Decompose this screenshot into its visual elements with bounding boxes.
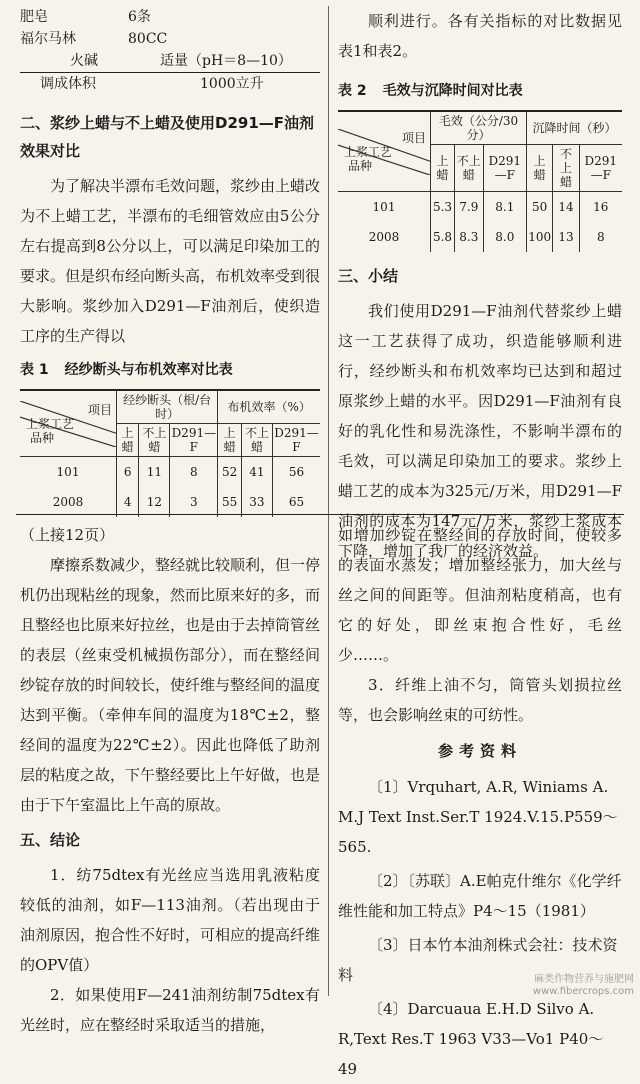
reference-item: 〔4〕Darcuaua E.H.D Silvo A. R,Text Res.T 1963 V33—Vo1 P40～49 <box>338 1000 604 1078</box>
reference-item: 〔1〕Vrquhart, A.R, Winiams A. M.J Text Inst.Ser.T 1924.V.15.P559～565. <box>338 778 618 856</box>
table2-cell: 100 <box>526 222 552 252</box>
table1-sub-header: 不上蜡 <box>241 424 272 457</box>
table1-corner-mid: 上浆工艺 <box>26 416 75 431</box>
table1-corner-top: 项目 <box>87 402 112 417</box>
table1-label: 表 1 <box>20 362 49 378</box>
table2-cell: 5.8 <box>431 222 455 252</box>
table2-cell: 13 <box>553 222 579 252</box>
table2-sub-header: 不上蜡 <box>454 145 483 192</box>
table2-group2-header: 沉降时间（秒） <box>526 111 622 145</box>
conclusion-3: 3．纤维上油不匀，筒管头划损拉丝等，也会影响丝束的可纺性。 <box>338 676 622 724</box>
watermark-line2: www.fibercrops.com <box>532 986 634 997</box>
table1-corner <box>20 390 117 457</box>
table2-row-name: 2008 <box>338 222 431 252</box>
table1-title: 经纱断头与布机效率对比表 <box>64 362 233 378</box>
table2-group1-header: 毛效（公分/30分） <box>431 111 527 145</box>
table1-cell: 12 <box>139 487 170 517</box>
table2-sub-header: 上蜡 <box>431 145 455 192</box>
table1-row-name: 2008 <box>20 487 117 517</box>
table1-cell: 65 <box>272 487 320 517</box>
table1-group2-header: 布机效率（%） <box>218 390 320 424</box>
lower-right-column <box>338 520 622 1084</box>
table2-corner-mid: 上浆工艺 <box>344 144 393 159</box>
lower-right-paragraph: 如增加纱锭在整经间的存放时间，使较多的表面水蒸发；增加整经张力，加大丝与丝之间的间距等。但油剂粘度稍高，也有它的好处，即丝束抱合性好，毛丝少……。 <box>338 526 622 664</box>
upper-right-column <box>338 6 622 566</box>
table1-sub-header: 上蜡 <box>218 424 242 457</box>
table2-caption <box>338 76 622 106</box>
table1-caption <box>20 355 320 385</box>
table2-corner-top: 项目 <box>401 130 426 145</box>
conclusion-1: 1．纺75dtex有光丝应当选用乳液粘度较低的油剂，如F—113油剂。（若出现由于油剂原因，抱合性不好时，可相应的提高纤维的OPV值） <box>20 866 321 974</box>
table2-cell: 50 <box>526 192 552 223</box>
table1-cell: 4 <box>117 487 139 517</box>
materials-list <box>20 6 320 95</box>
table1-cell: 8 <box>170 457 218 488</box>
table1-cell: 3 <box>170 487 218 517</box>
table2-cell: 5.3 <box>431 192 455 223</box>
table2-cell: 8.0 <box>483 222 526 252</box>
table2-cell: 8 <box>579 222 622 252</box>
alkali-value: 适量（pH＝8—10） <box>160 53 292 69</box>
table1-cell: 55 <box>218 487 242 517</box>
right-top-paragraph: 顺利进行。各有关指标的对比数据见表1和表2。 <box>338 12 622 60</box>
references-title: 参考资料 <box>437 742 522 760</box>
table1-sub-header: D291—F <box>272 424 320 457</box>
formalin-label: 福尔马林 <box>20 31 76 47</box>
soap-label: 肥皂 <box>20 9 48 25</box>
table1-row-name: 101 <box>20 457 117 488</box>
alkali-label: 火碱 <box>70 53 98 69</box>
lower-left-column <box>20 520 320 1040</box>
section3-title: 三、小结 <box>338 267 399 285</box>
table2-sub-header: D291—F <box>579 145 622 192</box>
table1-group1-header: 经纱断头（根/台时） <box>117 390 218 424</box>
continued-note: （上接12页） <box>20 526 115 544</box>
lower-left-paragraph: 摩擦系数减少，整经就比较顺利，但一停机仍出现粘丝的现象，然而比原来好的多，而且整经也比原来好拉丝，也是由于去掉筒管丝的表层（丝束受机械损伤部分），而在整经间纱锭存放的时间较长，使纤维与整经间的温度达到平衡。（牵伸车间的温度为18℃±2，整经间的温度为22℃±2）。因此也降低了助剂层的粘度之故，下午整经要比上午好做，也是由于下午室温比上午高的原故。 <box>20 556 321 814</box>
table-row <box>338 222 622 252</box>
volume-value: 1000立升 <box>200 76 264 92</box>
table2-cell: 8.1 <box>483 192 526 223</box>
table2-corner <box>338 111 431 192</box>
section2-paragraph: 为了解决半漂布毛效问题，浆纱由上蜡改为不上蜡工艺，半漂布的毛细管效应由5公分左右提高到8公分以上，可以满足印染加工的要求。但是织布经向断头高，布机效率受到很大影响。浆纱加入D291—F油剂后，使织造工序的生产得以 <box>20 177 321 345</box>
upper-left-column <box>20 6 320 517</box>
volume-label: 调成体积 <box>40 76 96 92</box>
section3-paragraph: 我们使用D291—F油剂代替浆纱上蜡这一工艺获得了成功，织造能够顺利进行，经纱断头和布机效率均已达到和超过原浆纱上蜡的水平。因D291—F油剂有良好的乳化性和易洗涤性，不影响半漂布的毛效，可以满足印染加工的要求。浆纱上蜡工艺的成本为325元/万米，用D291—F油剂的成本为147元/万米，浆纱上浆成本下降，增加了我厂的经济效益。 <box>338 302 622 560</box>
soap-value: 6条 <box>128 9 151 25</box>
conclusion-2: 2．如果使用F—241油剂纺制75dtex有光丝时，应在整经时采取适当的措施， <box>20 986 320 1034</box>
table1 <box>20 389 320 517</box>
table2-sub-header: 不上蜡 <box>553 145 579 192</box>
table2-title: 毛效与沉降时间对比表 <box>382 83 523 99</box>
table1-sub-header: 不上蜡 <box>139 424 170 457</box>
table1-cell: 41 <box>241 457 272 488</box>
table1-sub-header: D291—F <box>170 424 218 457</box>
formalin-value: 80CC <box>128 31 168 47</box>
table1-corner-bottom: 品种 <box>30 430 55 445</box>
table-row <box>338 192 622 223</box>
section5-title: 五、结论 <box>20 831 81 849</box>
section2-title: 二、浆纱上蜡与不上蜡及使用D291—F油剂效果对比 <box>20 114 315 160</box>
table2-cell: 16 <box>579 192 622 223</box>
watermark <box>533 974 634 998</box>
table1-sub-header: 上蜡 <box>117 424 139 457</box>
table2-sub-header: 上蜡 <box>526 145 552 192</box>
reference-item: 〔3〕日本竹本油剂株式会社：技术资料 <box>338 936 618 984</box>
watermark-line1: 麻类作物营养与施肥网 <box>534 974 634 985</box>
table-row <box>20 487 320 517</box>
table2-cell: 14 <box>553 192 579 223</box>
table1-cell: 11 <box>139 457 170 488</box>
table-row <box>20 457 320 488</box>
table2 <box>338 110 622 252</box>
reference-item: 〔2〕〔苏联〕A.E帕克什维尔《化学纤维性能和加工特点》P4～15（1981） <box>338 872 622 920</box>
column-divider <box>328 6 329 996</box>
table2-cell: 8.3 <box>454 222 483 252</box>
table1-cell: 52 <box>218 457 242 488</box>
table1-cell: 56 <box>272 457 320 488</box>
table2-corner-bottom: 品种 <box>348 158 373 173</box>
table2-sub-header: D291—F <box>483 145 526 192</box>
table2-label: 表 2 <box>338 83 367 99</box>
table1-cell: 33 <box>241 487 272 517</box>
table2-cell: 7.9 <box>454 192 483 223</box>
table2-row-name: 101 <box>338 192 431 223</box>
table1-cell: 6 <box>117 457 139 488</box>
